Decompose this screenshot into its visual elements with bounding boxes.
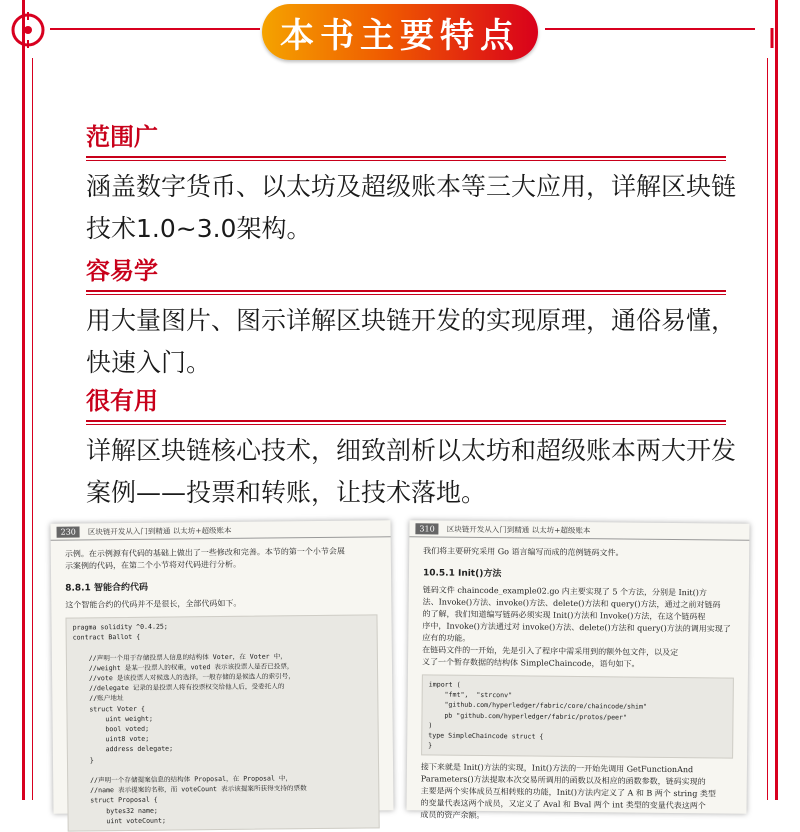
page-text-line: 链码文件 chaincode_example02.go 内主要实现了 5 个方法，分别是 Init()方 — [423, 585, 707, 597]
code-line: uint weight; — [73, 715, 152, 724]
page-intro: 我们将主要研究采用 Go 语言编写而成的范例链码文件。 — [409, 545, 749, 561]
page-text-line: 的变量代表这两个成员，又定义了 Aval 和 Bval 两个 int 类型的变量代表这两个 — [421, 799, 706, 811]
code-line: //vote 是该投票人对候选人的选择，一般存储的是候选人的索引号， — [73, 672, 295, 682]
section-rule — [86, 420, 726, 422]
code-line: ) — [428, 721, 432, 729]
code-line: //账户地址 — [73, 694, 123, 703]
frame-right-inner-line — [767, 58, 768, 800]
feature-section-easy — [86, 254, 736, 384]
book-page-left — [50, 520, 393, 814]
code-line: type SimpleChaincode struct { — [428, 731, 543, 740]
page-text-line: Parameters()方法提取本次交易所调用的函数以及相应的函数参数，链码实现的 — [421, 775, 706, 787]
page-text-line: 示案例的代码，在第二个小节将对代码进行分析。 — [65, 560, 241, 571]
code-line: //delegate 记录的是投票人将有投票权交给他人后，受委托人的 — [73, 683, 284, 693]
section-title: 很有用 — [86, 384, 736, 418]
page-number: 310 — [415, 523, 438, 534]
page-paragraph — [408, 584, 749, 672]
section-line: 用大量图片、图示详解区块链开发的实现原理，通俗易懂， — [86, 306, 736, 335]
section-line: 快速入门。 — [86, 348, 211, 377]
page-paragraph — [406, 762, 747, 826]
page-text-line: 在链码文件的一开始，先是引入了程序中需采用到的额外包文件，以及定 — [422, 645, 678, 657]
page-header-text: 区块链开发从入门到精通 以太坊+超级账本 — [88, 524, 232, 537]
page-text-line: 主要是两个实体成员互相转账的功能，Init()方法内定义了 A 和 B 两个 string 类型 — [421, 787, 716, 799]
top-left-rule — [50, 28, 260, 30]
code-block — [65, 614, 379, 831]
code-line: } — [74, 756, 94, 764]
title-banner — [262, 4, 538, 60]
code-line: import ( — [429, 680, 461, 688]
code-block — [421, 674, 734, 759]
book-page-right — [406, 520, 749, 814]
page-text-line: 接下来就是 Init()方法的实现，Init()方法的一开始先调用 GetFunctionAnd — [421, 763, 693, 775]
code-line: address delegate; — [74, 745, 173, 754]
code-line: struct Proposal { — [74, 796, 157, 805]
code-line: pb "github.com/hyperledger/fabric/protos/peer" — [428, 711, 627, 721]
page-text-line: 成员的资产余额。 — [420, 811, 484, 821]
page-text-line: 的了解，我们知道编写链码必须实现 Init()方法和 Invoke()方法，在这个链码程 — [423, 609, 706, 621]
section-title: 容易学 — [86, 254, 736, 288]
code-line: uint8 vote; — [74, 735, 150, 744]
target-circle-icon — [8, 10, 48, 50]
section-line: 涵盖数字货币、以太坊及超级账本等三大应用，详解区块链 — [86, 172, 736, 201]
banner-title: 本书主要特点 — [280, 8, 520, 57]
section-line: 详解区块链核心技术，细致剖析以太坊和超级账本两大开发 — [86, 436, 736, 465]
code-line: struct Voter { — [73, 704, 145, 713]
section-body — [86, 166, 736, 250]
section-body — [86, 300, 736, 384]
page-number: 230 — [57, 526, 80, 537]
frame-left-inner-line — [32, 58, 33, 800]
code-line: //weight 是某一投票人的权重，voted 表示该投票人是否已投票， — [73, 662, 294, 672]
right-corner-mark-icon — [752, 10, 792, 50]
section-line: 技术1.0~3.0架构。 — [86, 214, 311, 243]
code-line: } — [428, 742, 432, 750]
frame-right-border — [775, 0, 778, 800]
top-right-rule — [545, 28, 755, 30]
section-line: 案例——投票和转账，让技术落地。 — [86, 478, 486, 507]
code-line: "fmt", "strconv" — [429, 691, 512, 700]
feature-section-scope — [86, 120, 736, 250]
code-line: contract Ballot { — [73, 633, 141, 642]
section-title: 范围广 — [86, 120, 736, 154]
code-line: "github.com/hyperledger/fabric/core/chaincode/shim" — [429, 701, 647, 711]
section-body — [86, 430, 736, 514]
frame-left-border — [22, 0, 25, 800]
code-line: bool voted; — [74, 725, 150, 734]
page-header — [50, 520, 390, 541]
feature-section-useful — [86, 384, 736, 514]
code-line: //声明一个存储提案信息的结构体 Proposal，在 Proposal 中， — [74, 774, 292, 784]
page-header-text: 区块链开发从入门到精通 以太坊+超级账本 — [447, 523, 591, 536]
page-text-line: 法、Invoke()方法、invoke()方法、delete()方法和 query()方法，通过之前对链码 — [423, 597, 721, 609]
section-rule — [86, 156, 726, 158]
page-intro — [51, 545, 391, 573]
code-line: //声明一个用于存储投票人信息的结构体 Voter，在 Voter 中， — [73, 652, 287, 662]
page-header — [409, 520, 749, 541]
section-rule — [86, 290, 726, 292]
code-line: uint voteCount; — [75, 816, 166, 825]
page-lead: 这个智能合约的代码并不是很长，全部代码如下。 — [51, 596, 391, 612]
page-text-line: 应有的功能。 — [422, 633, 470, 643]
code-line: pragma solidity ^0.4.25; — [73, 623, 168, 632]
page-text-line: 义了一个暂存数据的结构体 SimpleChaincode，语句如下。 — [422, 657, 640, 668]
code-line: //name 表示提案的名称，而 voteCount 表示该提案所获得支持的票数 — [74, 784, 306, 794]
page-text-line: 序中，Invoke()方法通过对 invoke()方法、delete()方法和 query()方法的调用实现了 — [422, 621, 730, 633]
code-line: bytes32 name; — [74, 806, 157, 815]
page-section-heading: 10.5.1 Init()方法 — [409, 565, 749, 582]
page-text-line: 示例。在示例源有代码的基础上做出了一些修改和完善。本节的第一个小节会展 — [65, 547, 345, 559]
page-section-heading: 8.8.1 智能合约代码 — [51, 577, 391, 594]
